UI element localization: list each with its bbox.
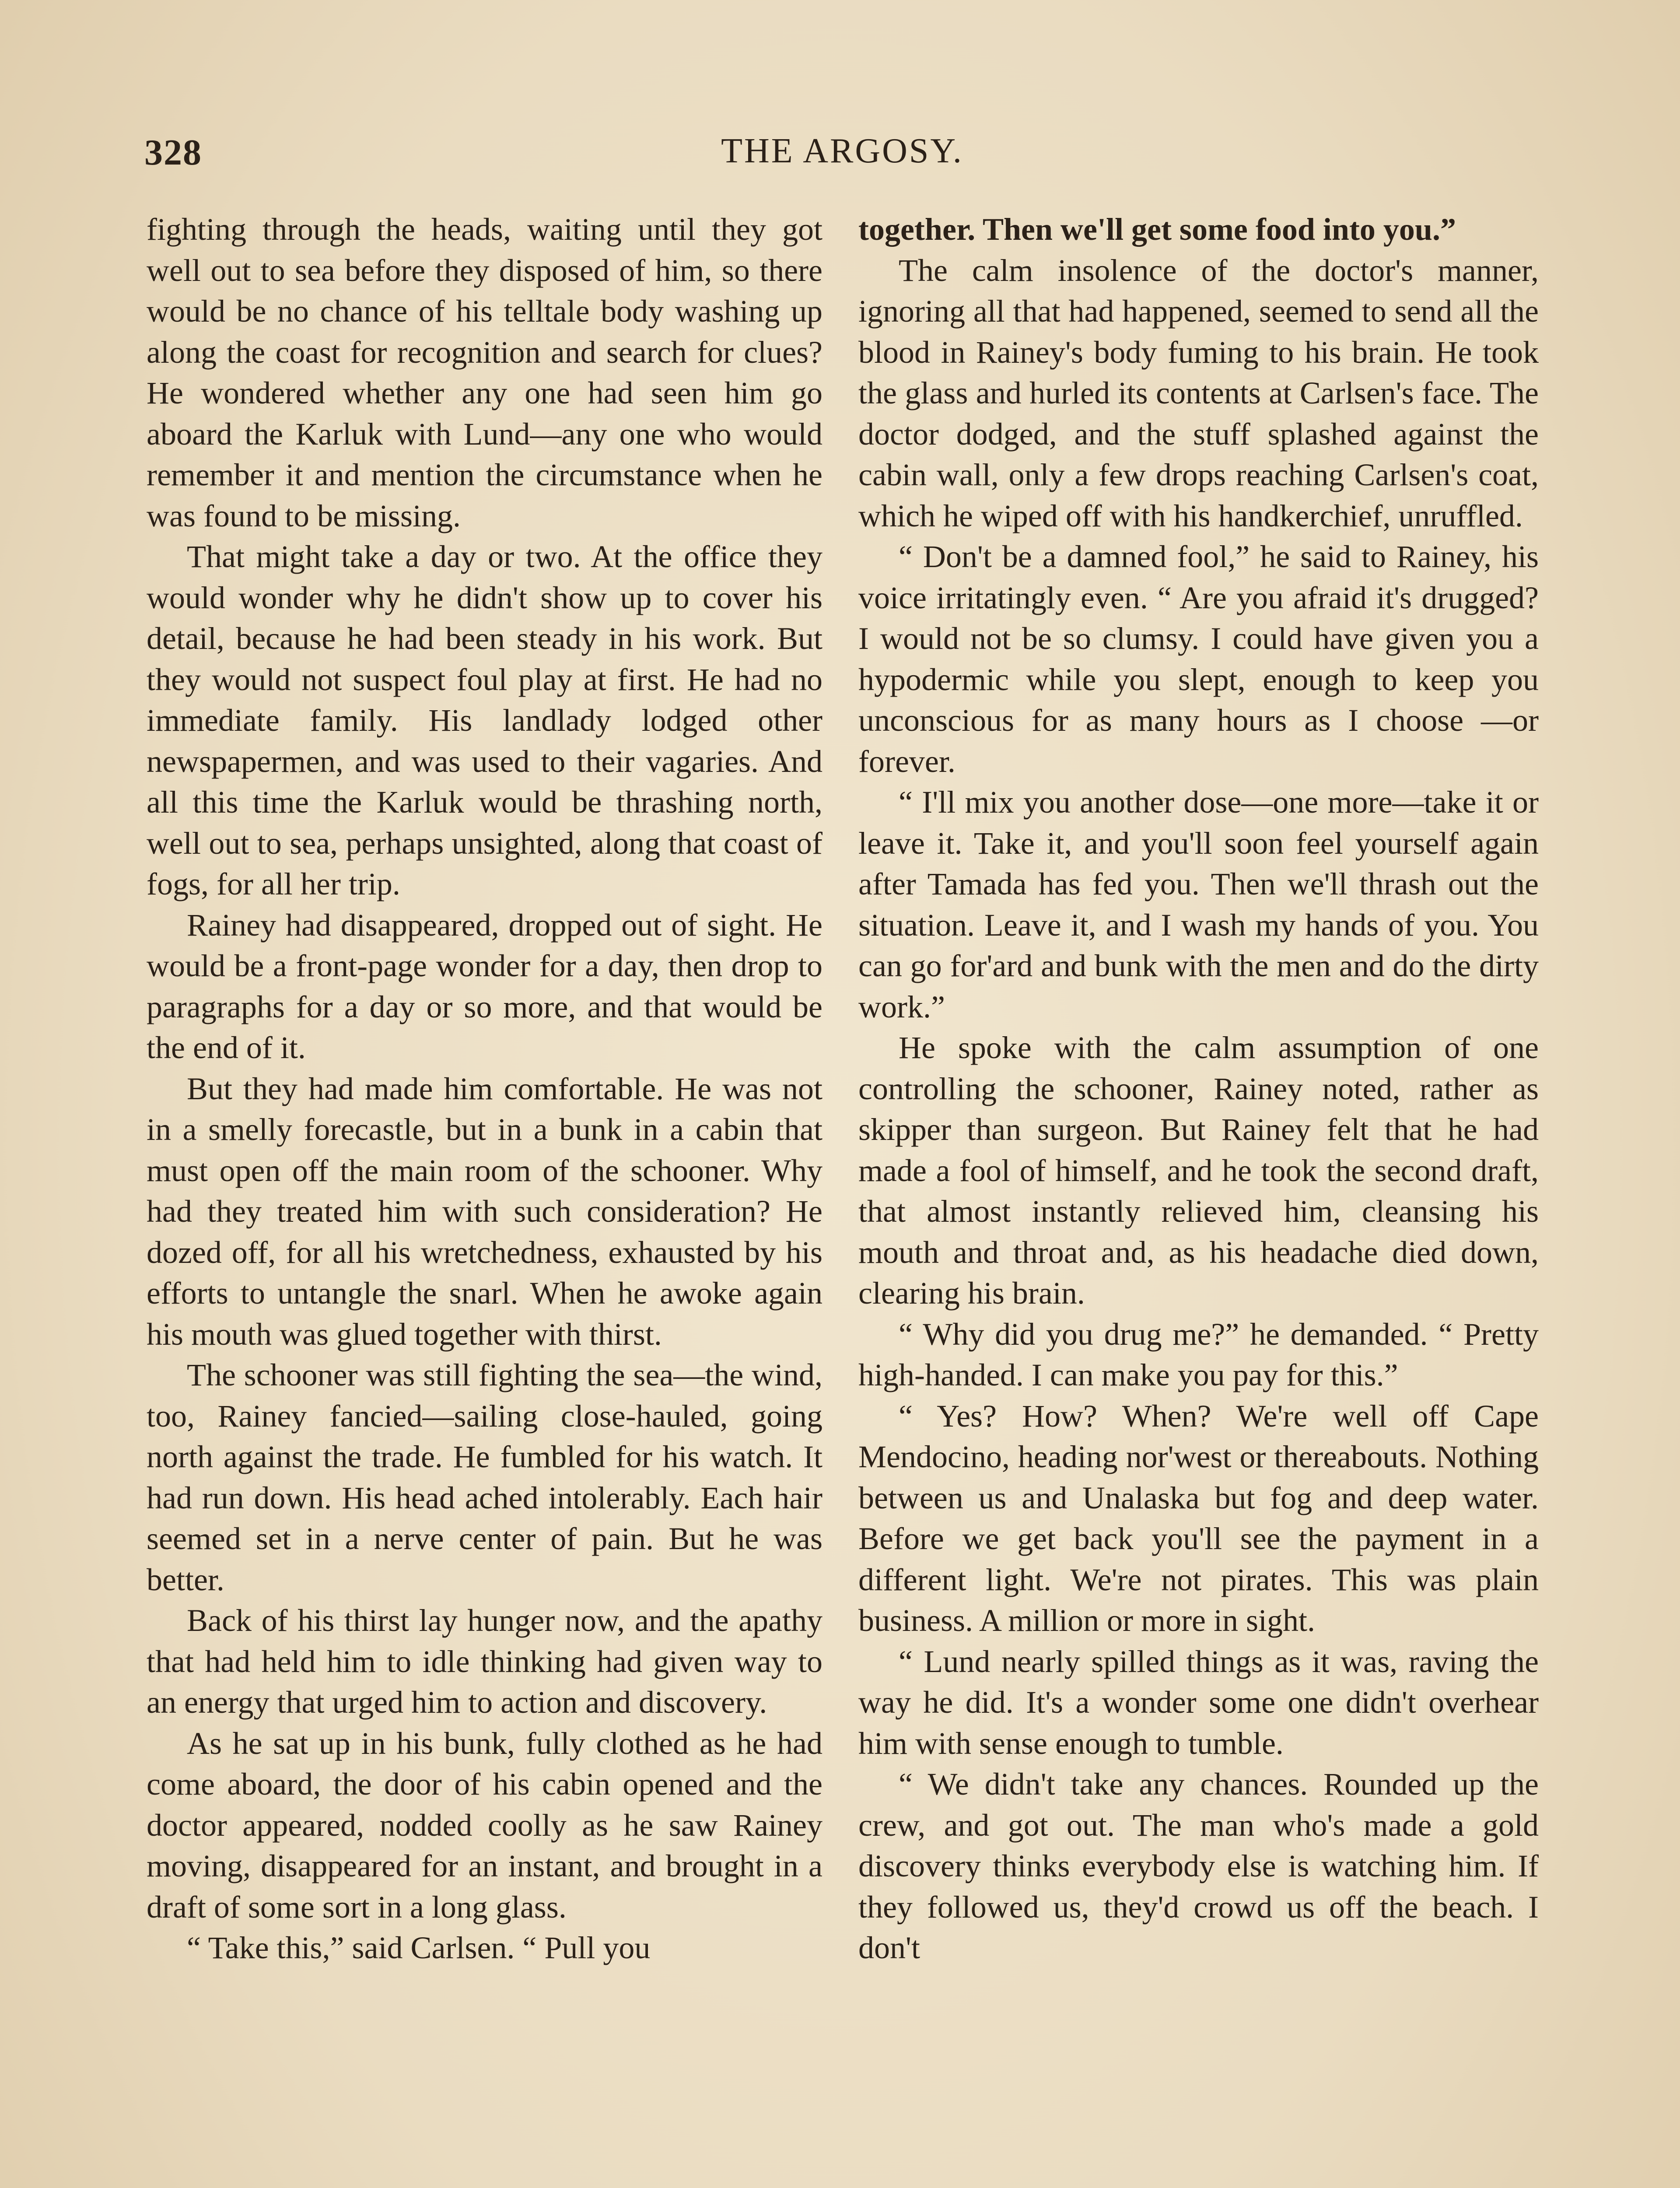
page-header [144,131,1540,188]
right-column [858,209,1539,2188]
paragraph: He spoke with the calm assumption of one controlling the schooner, Rainey noted, rather as skipper than surgeon. But Rainey felt that he had made a fool of himself, and he took the second draft, that almost instantly relieved him, cleansing his mouth and throat and, as his headache died down, clearing his brain. [858,1030,1539,1311]
paragraph: “ Yes? How? When? We're well off Cape Mendocino, heading nor'west or thereabouts. Nothing between us and Unalaska but fog and deep water. Before we get back you'll see the payment in a different light. We're not pirates. This was plain business. A million or more in sight. [858,1398,1539,1638]
paragraph: But they had made him comfortable. He was not in a smelly forecastle, but in a bunk in a cabin that must open off the main room of the schooner. Why had they treated him with such consideration? He dozed off, for all his wretchedness, exhausted by his efforts to untangle the snarl. When he awoke again his mouth was glued together with thirst. [147,1071,822,1352]
paragraph: The schooner was still fighting the sea—the wind, too, Rainey fancied—sailing close-hauled, going north against the trade. He fumbled for his watch. It had run down. His head ached intolerably. Each hair seemed set in a nerve center of pain. But he was better. [147,1357,822,1597]
paragraph: Back of his thirst lay hunger now, and the apathy that had held him to idle thinking had given way to an energy that urged him to action and discovery. [147,1603,822,1720]
paragraph: The calm insolence of the doctor's manner, ignoring all that had happened, seemed to send all the blood in Rainey's body fuming to his brain. He took the glass and hurled its contents at Carlsen's face. The doctor dodged, and the stuff splashed against the cabin wall, only a few drops reaching Carlsen's coat, which he wiped off with his handkerchief, unruffled. [858,252,1539,533]
paragraph: That might take a day or two. At the office they would wonder why he didn't show up to cover his detail, because he had been steady in his work. But they would not suspect foul play at first. He had no immediate family. His landlady lodged other newspapermen, and was used to their vagaries. And all this time the Karluk would be thrashing north, well out to sea, perhaps unsighted, along that coast of fogs, for all her trip. [147,539,822,901]
paragraph: Rainey had disappeared, dropped out of sight. He would be a front-page wonder for a day, then drop to paragraphs for a day or so more, and that would be the end of it. [147,907,822,1065]
paragraph: “ We didn't take any chances. Rounded up the crew, and got out. The man who's made a gold discovery thinks everybody else is watching him. If they followed us, they'd crowd us off the beach. I don't [858,1767,1539,1965]
running-head: THE ARGOSY. [721,132,963,170]
paragraph: “ I'll mix you another dose—one more—take it or leave it. Take it, and you'll soon feel yourself again after Tamada has fed you. Then we'll thrash out the situation. Leave it, and I wash my hands of you. You can go for'ard and bunk with the men and do the dirty work.” [858,785,1539,1024]
page-number: 328 [144,132,202,173]
paragraph: “ Why did you drug me?” he demanded. “ Pretty high-handed. I can make you pay for this.” [858,1316,1539,1392]
paragraph: “ Take this,” said Carlsen. “ Pull you [187,1930,651,1965]
paragraph: As he sat up in his bunk, fully clothed as he had come aboard, the door of his cabin opened and the doctor appeared, nodded coolly as he saw Rainey moving, disappeared for an instant, and brought in a draft of some sort in a long glass. [147,1725,822,1925]
paragraph: together. Then we'll get some food into you.” [858,212,1456,247]
paragraph: “ Lund nearly spilled things as it was, raving the way he did. It's a wonder some one didn't overhear him with sense enough to tumble. [858,1644,1539,1761]
paragraph: “ Don't be a damned fool,” he said to Rainey, his voice irritatingly even. “ Are you afraid it's drugged? I would not be so clumsy. I could have given you a hypodermic while you slept, enough to keep you unconscious for as many hours as I choose —or forever. [858,539,1539,779]
paragraph: fighting through the heads, waiting until they got well out to sea before they disposed of him, so there would be no chance of his telltale body washing up along the coast for recognition and search for clues? He wondered whether any one had seen him go aboard the Karluk with Lund—any one who would remember it and mention the circumstance when he was found to be missing. [147,212,822,533]
left-column [147,209,822,2188]
